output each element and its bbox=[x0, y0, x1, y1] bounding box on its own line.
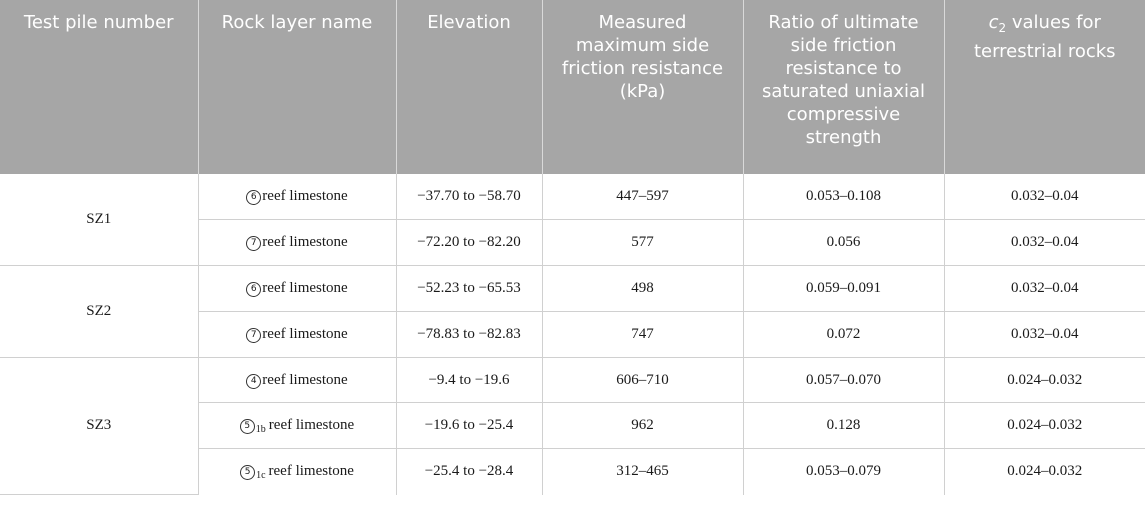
header-ratio: Ratio of ultimate side friction resistance to saturated uniaxial compressive strength bbox=[743, 0, 944, 174]
header-row bbox=[0, 0, 1145, 174]
header-c2-values bbox=[944, 0, 1145, 174]
c2-cell: 0.024–0.032 bbox=[944, 357, 1145, 403]
c2-cell: 0.032–0.04 bbox=[944, 311, 1145, 357]
ratio-cell: 0.072 bbox=[743, 311, 944, 357]
ratio-cell: 0.059–0.091 bbox=[743, 266, 944, 312]
table-row bbox=[0, 357, 1145, 403]
layer-name-text: reef limestone bbox=[262, 234, 348, 251]
layer-number-circle: 6 bbox=[246, 282, 261, 297]
elevation-cell: −72.20 to −82.20 bbox=[396, 220, 542, 266]
layer-number-circle: 5 bbox=[240, 465, 255, 480]
friction-cell: 962 bbox=[542, 403, 743, 449]
elevation-cell: −9.4 to −19.6 bbox=[396, 357, 542, 403]
ratio-cell: 0.053–0.108 bbox=[743, 174, 944, 220]
header-elevation: Elevation bbox=[396, 0, 542, 174]
elevation-cell: −52.23 to −65.53 bbox=[396, 266, 542, 312]
rock-layer-cell bbox=[198, 174, 396, 220]
table-body bbox=[0, 174, 1145, 495]
elevation-cell: −78.83 to −82.83 bbox=[396, 311, 542, 357]
test-pile-cell: SZ1 bbox=[0, 174, 198, 266]
c2-cell: 0.032–0.04 bbox=[944, 220, 1145, 266]
rock-layer-cell bbox=[198, 357, 396, 403]
c2-symbol: c bbox=[988, 12, 999, 33]
c2-cell: 0.024–0.032 bbox=[1007, 463, 1083, 480]
table-row bbox=[0, 266, 1145, 312]
ratio-cell: 0.128 bbox=[743, 403, 944, 449]
layer-number-circle: 5 bbox=[240, 419, 255, 434]
layer-name-text: reef limestone bbox=[262, 325, 348, 342]
rock-layer-cell bbox=[198, 220, 396, 266]
c2-header-text: values for terrestrial rocks bbox=[973, 12, 1116, 62]
layer-name-text: reef limestone bbox=[262, 188, 348, 205]
c2-cell: 0.024–0.032 bbox=[944, 403, 1145, 449]
header-test-pile-number: Test pile number bbox=[0, 0, 198, 174]
layer-name-text: reef limestone bbox=[268, 416, 355, 433]
rock-layer-cell bbox=[198, 403, 396, 449]
layer-name-text: reef limestone bbox=[262, 279, 348, 296]
friction-cell: 498 bbox=[542, 266, 743, 312]
layer-number-circle: 7 bbox=[246, 236, 261, 251]
table-row bbox=[0, 174, 1145, 220]
elevation-cell: −25.4 to −28.4 bbox=[396, 449, 542, 495]
ratio-cell: 0.056 bbox=[743, 220, 944, 266]
c2-cell: 0.032–0.04 bbox=[944, 174, 1145, 220]
friction-cell: 577 bbox=[542, 220, 743, 266]
layer-number-circle: 4 bbox=[246, 374, 261, 389]
layer-name-text: reef limestone bbox=[268, 462, 354, 479]
friction-cell: 606–710 bbox=[542, 357, 743, 403]
rock-layer-cell bbox=[198, 266, 396, 312]
c2-cell: 0.032–0.04 bbox=[944, 266, 1145, 312]
layer-name-text: reef limestone bbox=[262, 371, 348, 388]
rock-layer-cell bbox=[198, 449, 396, 495]
c2-subscript: 2 bbox=[998, 21, 1007, 35]
layer-number-circle: 7 bbox=[246, 328, 261, 343]
elevation-cell: −19.6 to −25.4 bbox=[396, 403, 542, 449]
test-pile-cell: SZ2 bbox=[0, 266, 198, 358]
layer-subscript: 1c bbox=[256, 469, 266, 481]
header-rock-layer-name: Rock layer name bbox=[198, 0, 396, 174]
header-measured-friction: Measured maximum side friction resistance (kPa) bbox=[542, 0, 743, 174]
ratio-cell: 0.057–0.070 bbox=[743, 357, 944, 403]
layer-number-circle: 6 bbox=[246, 190, 261, 205]
rock-layer-cell bbox=[198, 311, 396, 357]
test-pile-cell: SZ3 bbox=[0, 357, 198, 494]
elevation-cell: −37.70 to −58.70 bbox=[396, 174, 542, 220]
friction-cell: 447–597 bbox=[542, 174, 743, 220]
friction-cell: 747 bbox=[542, 311, 743, 357]
layer-subscript: 1b bbox=[255, 423, 266, 435]
friction-cell: 312–465 bbox=[542, 449, 743, 495]
ratio-cell: 0.053–0.079 bbox=[743, 449, 944, 495]
